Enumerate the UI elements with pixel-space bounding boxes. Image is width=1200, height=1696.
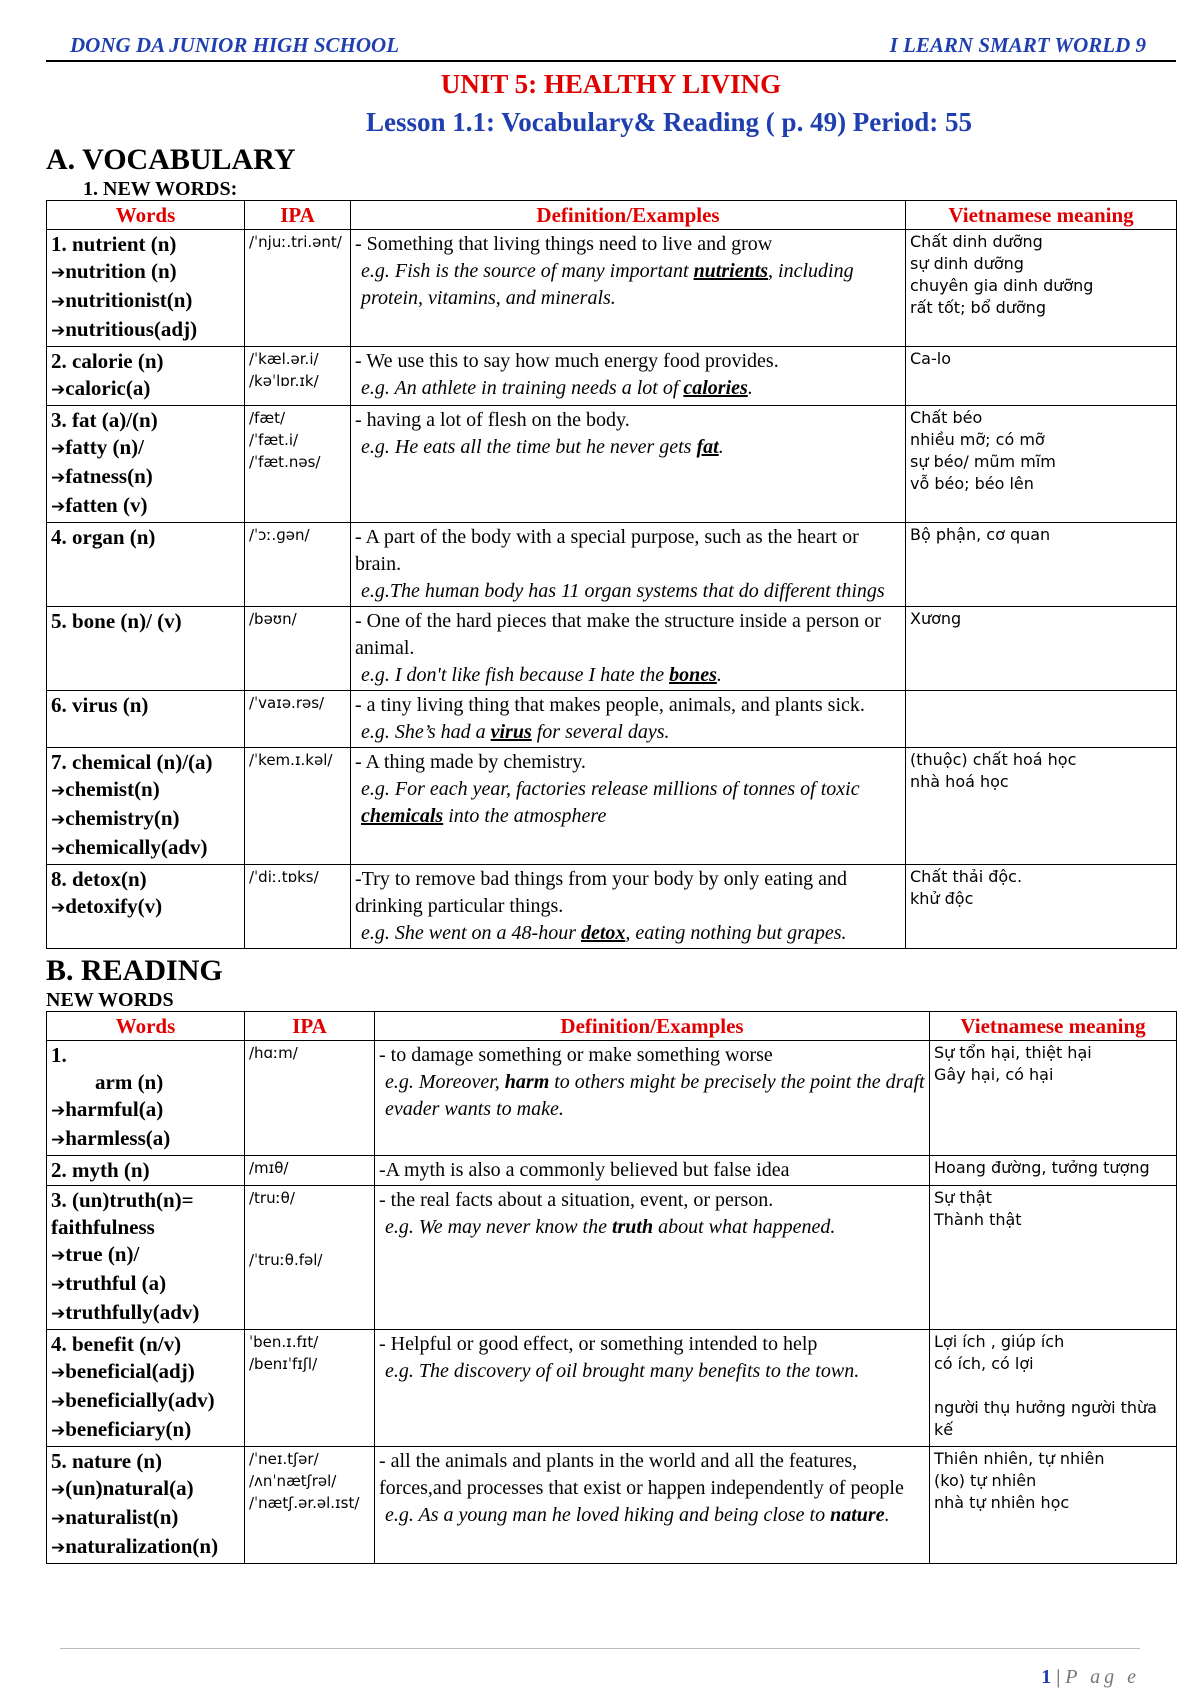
example-part: e.g. I don't like fish because I hate the	[361, 664, 670, 686]
ipa-text: /ˈneɪ.tʃər/	[249, 1450, 319, 1468]
arrow-icon: ➔	[51, 439, 66, 459]
example-part: e.g.The human body has 11 organ systems that do different things	[361, 580, 885, 602]
example-text	[355, 258, 901, 312]
vietnamese-text: chuyên gia dinh dưỡng	[910, 276, 1094, 295]
vietnamese-cell	[906, 748, 1177, 865]
vietnamese-text: Sự thật	[934, 1188, 992, 1207]
table-row	[47, 230, 1177, 347]
derived-word-text: chemistry(n)	[65, 806, 180, 830]
col-header-definition: Definition/Examples	[375, 1012, 930, 1041]
example-part: , including protein, vitamins, and minerals.	[361, 260, 854, 309]
page-label: P ag e	[1065, 1666, 1140, 1688]
example-part: e.g. Moreover,	[385, 1071, 505, 1093]
vietnamese-text: sự béo/ mũm mĩm	[910, 452, 1056, 471]
vietnamese-cell	[930, 1041, 1177, 1156]
derived-word-text: nutritionist(n)	[65, 288, 193, 312]
example-part: e.g. As a young man he loved hiking and being close to	[385, 1504, 831, 1526]
example-part: .	[718, 436, 724, 458]
col-header-vietnamese: Vietnamese meaning	[906, 201, 1177, 230]
example-keyword: truth	[611, 1216, 654, 1238]
derived-word	[51, 375, 240, 404]
definition-text: - having a lot of flesh on the body.	[355, 409, 630, 431]
arrow-icon: ➔	[51, 1304, 66, 1324]
example-keyword: nutrients	[693, 260, 769, 282]
derived-word-text: beneficially(adv)	[65, 1388, 215, 1412]
col-header-definition: Definition/Examples	[351, 201, 906, 230]
vietnamese-text: có ích, có lợi	[934, 1354, 1034, 1373]
example-part: e.g. An athlete in training needs a lot of	[361, 377, 684, 399]
derived-word-text: fatness(n)	[65, 464, 153, 488]
arrow-icon: ➔	[51, 1421, 66, 1441]
definition-cell	[351, 691, 906, 748]
unit-title: UNIT 5: HEALTHY LIVING	[440, 69, 782, 99]
definition-cell	[351, 406, 906, 523]
vietnamese-text: Chất dinh dưỡng	[910, 232, 1043, 251]
definition-text: - Something that living things need to live and grow	[355, 233, 773, 255]
example-text	[379, 1069, 925, 1123]
arrow-icon: ➔	[51, 1130, 66, 1150]
derived-word-text: true (n)/	[65, 1242, 140, 1266]
ipa-cell	[245, 1447, 375, 1564]
derived-word-text: truthful (a)	[65, 1271, 167, 1295]
definition-cell	[351, 748, 906, 865]
vietnamese-text: Hoang đường, tưởng tượng	[934, 1158, 1150, 1177]
vietnamese-text: Ca-lo	[910, 349, 951, 368]
book-name: I LEARN SMART WORLD 9	[889, 33, 1146, 57]
definition-text: - A part of the body with a special purpose, such as the heart or brain.	[355, 526, 859, 575]
definition-text: - A thing made by chemistry.	[355, 751, 586, 773]
example-text	[355, 719, 901, 746]
example-part: e.g. For each year, factories release millions of tonnes of toxic	[361, 778, 860, 800]
ipa-text: /ˈnætʃ.ər.əl.ɪst/	[249, 1494, 360, 1512]
derived-word-text: caloric(a)	[65, 376, 151, 400]
derived-word	[51, 1270, 240, 1299]
derived-word	[51, 893, 240, 922]
word-cell	[47, 523, 245, 607]
vietnamese-cell	[906, 347, 1177, 406]
definition-cell	[375, 1041, 930, 1156]
col-header-vietnamese: Vietnamese meaning	[930, 1012, 1177, 1041]
derived-word	[51, 834, 240, 863]
definition-cell	[351, 865, 906, 949]
arrow-icon: ➔	[51, 263, 66, 283]
example-part: , eating nothing but grapes.	[625, 922, 847, 944]
word-cell	[47, 230, 245, 347]
section-b-title: B. READING	[46, 954, 223, 987]
ipa-cell	[245, 1186, 375, 1330]
derived-word-text: fatten (v)	[65, 493, 148, 517]
arrow-icon: ➔	[51, 292, 66, 312]
ipa-text: /ˈkem.ɪ.kəl/	[249, 751, 333, 769]
table-row	[47, 347, 1177, 406]
vietnamese-text: Sự tổn hại, thiệt hại	[934, 1043, 1092, 1062]
example-keyword: calories	[683, 377, 748, 399]
example-part: e.g. She’s had a	[361, 721, 491, 743]
derived-word-text: truthfully(adv)	[65, 1300, 200, 1324]
ipa-text: /ˈvaɪə.rəs/	[249, 694, 325, 712]
word-cell	[47, 1447, 245, 1564]
arrow-icon: ➔	[51, 497, 66, 517]
example-text	[355, 662, 901, 689]
example-text	[355, 776, 901, 830]
section-b-subtitle: NEW WORDS	[46, 989, 174, 1011]
arrow-icon: ➔	[51, 1538, 66, 1558]
derived-word	[51, 1387, 240, 1416]
derived-word-text: naturalist(n)	[65, 1505, 179, 1529]
definition-cell	[351, 607, 906, 691]
vietnamese-cell	[906, 406, 1177, 523]
lesson-title: Lesson 1.1: Vocabulary& Reading ( p. 49) Period: 55	[366, 107, 973, 137]
vietnamese-text: nhiều mỡ; có mỡ	[910, 430, 1045, 449]
word-cell	[47, 748, 245, 865]
ipa-text: /ˈnjuː.tri.ənt/	[249, 233, 342, 251]
vietnamese-text: nhà tự nhiên học	[934, 1493, 1070, 1512]
example-part: into the atmosphere	[443, 805, 607, 827]
ipa-text: /ˈfæt.nəs/	[249, 453, 321, 471]
ipa-cell	[245, 865, 351, 949]
word-cell	[47, 865, 245, 949]
arrow-icon: ➔	[51, 810, 66, 830]
example-keyword: nature	[830, 1504, 885, 1526]
vietnamese-text: Chất béo	[910, 408, 983, 427]
ipa-text: /fæt/	[249, 409, 285, 427]
col-header-ipa: IPA	[245, 1012, 375, 1041]
derived-word	[51, 805, 240, 834]
word-cell	[47, 1156, 245, 1186]
definition-text: -Try to remove bad things from your body by only eating and drinking particular things.	[355, 868, 847, 917]
example-part: e.g. He eats all the time but he never gets	[361, 436, 697, 458]
example-text	[355, 578, 901, 605]
derived-word	[51, 776, 240, 805]
headword: 5. nature (n)	[51, 1449, 163, 1473]
derived-word	[51, 287, 240, 316]
vietnamese-text	[934, 1375, 1172, 1397]
vietnamese-text: Thành thật	[934, 1210, 1022, 1229]
table-row	[47, 1447, 1177, 1564]
vietnamese-text: rất tốt; bổ dưỡng	[910, 298, 1046, 317]
example-text	[355, 920, 901, 947]
derived-word	[51, 463, 240, 492]
table-row	[47, 748, 1177, 865]
ipa-cell	[245, 347, 351, 406]
vietnamese-text: Chất thải độc.	[910, 867, 1023, 886]
vietnamese-cell	[930, 1447, 1177, 1564]
derived-word	[51, 492, 240, 521]
example-part: to others might be precisely the point the draft evader wants to make.	[385, 1071, 925, 1120]
headword: 5. bone (n)/ (v)	[51, 609, 182, 633]
arrow-icon: ➔	[51, 839, 66, 859]
ipa-text: /ˈdiː.tɒks/	[249, 868, 319, 886]
ipa-cell	[245, 1041, 375, 1156]
derived-word-text: naturalization(n)	[65, 1534, 219, 1558]
derived-word-text: harmful(a)	[65, 1097, 164, 1121]
derived-word	[51, 1504, 240, 1533]
example-part: .	[747, 377, 753, 399]
ipa-text: /kəˈlɒr.ɪk/	[249, 372, 319, 390]
headword: 1.	[51, 1043, 67, 1067]
vietnamese-cell	[930, 1330, 1177, 1447]
derived-word	[51, 1241, 240, 1270]
derived-word	[51, 1125, 240, 1154]
table-row	[47, 865, 1177, 949]
definition-cell	[375, 1330, 930, 1447]
table-row	[47, 523, 1177, 607]
derived-word	[51, 1533, 240, 1562]
vietnamese-cell	[930, 1186, 1177, 1330]
vietnamese-text: (ko) tự nhiên	[934, 1471, 1037, 1490]
headword-continued: faithfulness	[51, 1215, 155, 1239]
example-text	[355, 375, 901, 402]
example-keyword: chemicals	[361, 805, 444, 827]
derived-word-text: nutritious(adj)	[65, 317, 198, 341]
vietnamese-text: (thuộc) chất hoá học	[910, 750, 1077, 769]
derived-word-text: beneficiary(n)	[65, 1417, 192, 1441]
derived-word	[51, 1416, 240, 1445]
table-row	[47, 1156, 1177, 1186]
section-a-subtitle: 1. NEW WORDS:	[83, 178, 238, 200]
derived-word-text: (un)natural(a)	[65, 1476, 194, 1500]
arrow-icon: ➔	[51, 1392, 66, 1412]
example-part: about what happened.	[653, 1216, 836, 1238]
ipa-text: /ˈfæt.i/	[249, 431, 299, 449]
word-cell	[47, 1186, 245, 1330]
derived-word-text: detoxify(v)	[65, 894, 163, 918]
word-cell	[47, 1041, 245, 1156]
example-text	[379, 1502, 925, 1529]
table-row	[47, 406, 1177, 523]
ipa-text: ˈben.ɪ.fɪt/	[249, 1333, 319, 1351]
derived-word	[51, 434, 240, 463]
col-header-ipa: IPA	[245, 201, 351, 230]
headword: 4. organ (n)	[51, 525, 156, 549]
arrow-icon: ➔	[51, 1101, 66, 1121]
arrow-icon: ➔	[51, 1509, 66, 1529]
ipa-cell	[245, 523, 351, 607]
example-part: .	[716, 664, 722, 686]
vietnamese-cell	[906, 607, 1177, 691]
table-row	[47, 1186, 1177, 1330]
ipa-text: /ˈɔː.ɡən/	[249, 526, 310, 544]
definition-text: - a tiny living thing that makes people, animals, and plants sick.	[355, 694, 865, 716]
ipa-text: /truːθ/	[249, 1189, 295, 1207]
vietnamese-text: Lợi ích , giúp ích	[934, 1332, 1065, 1351]
headword: 1. nutrient (n)	[51, 232, 177, 256]
word-cell	[47, 347, 245, 406]
derived-word	[51, 1475, 240, 1504]
example-text	[379, 1214, 925, 1241]
vietnamese-text: Bộ phận, cơ quan	[910, 525, 1051, 544]
col-header-words: Words	[47, 201, 245, 230]
headword: 2. calorie (n)	[51, 349, 164, 373]
vietnamese-text: khử độc	[910, 889, 974, 908]
reading-table	[46, 1011, 1177, 1564]
vietnamese-text: Xương	[910, 609, 962, 628]
definition-text: - the real facts about a situation, event, or person.	[379, 1189, 774, 1211]
vocabulary-table	[46, 200, 1177, 949]
table-row	[47, 1041, 1177, 1156]
ipa-text: /ˈkæl.ər.i/	[249, 350, 319, 368]
arrow-icon: ➔	[51, 1246, 66, 1266]
vietnamese-text: Gây hại, có hại	[934, 1065, 1054, 1084]
example-keyword: detox	[580, 922, 626, 944]
example-part: e.g. She went on a 48-hour	[361, 922, 581, 944]
example-text	[379, 1358, 925, 1385]
school-name: DONG DA JUNIOR HIGH SCHOOL	[70, 33, 400, 57]
arrow-icon: ➔	[51, 1275, 66, 1295]
ipa-cell	[245, 1330, 375, 1447]
arrow-icon: ➔	[51, 380, 66, 400]
word-cell	[47, 406, 245, 523]
ipa-cell	[245, 691, 351, 748]
ipa-text: /hɑːm/	[249, 1044, 298, 1062]
vietnamese-text: nhà hoá học	[910, 772, 1009, 791]
definition-cell	[375, 1156, 930, 1186]
example-part: e.g. The discovery of oil brought many benefits to the town.	[385, 1360, 860, 1382]
vietnamese-cell	[930, 1156, 1177, 1186]
derived-word	[51, 258, 240, 287]
derived-word-text: chemist(n)	[65, 777, 160, 801]
definition-text: - all the animals and plants in the world and all the features, forces,and processes that exist or happen independently of people	[379, 1450, 904, 1499]
vietnamese-cell	[906, 523, 1177, 607]
derived-word	[51, 1299, 240, 1328]
vietnamese-cell	[906, 230, 1177, 347]
arrow-icon: ➔	[51, 321, 66, 341]
table-row	[47, 1330, 1177, 1447]
ipa-cell	[245, 607, 351, 691]
vietnamese-cell	[906, 865, 1177, 949]
vietnamese-text: vỗ béo; béo lên	[910, 474, 1034, 493]
table-row	[47, 607, 1177, 691]
ipa-text: /benɪˈfɪʃl/	[249, 1355, 318, 1373]
derived-word-text: fatty (n)/	[65, 435, 144, 459]
derived-word-text: nutrition (n)	[65, 259, 177, 283]
definition-cell	[351, 523, 906, 607]
example-keyword: fat	[696, 436, 719, 458]
definition-cell	[351, 230, 906, 347]
example-part: e.g. We may never know the	[385, 1216, 612, 1238]
example-keyword: bones	[669, 664, 717, 686]
headword: 7. chemical (n)/(a)	[51, 750, 213, 774]
headword: 4. benefit (n/v)	[51, 1332, 182, 1356]
example-part: e.g. Fish is the source of many important	[361, 260, 694, 282]
example-text	[355, 434, 901, 461]
arrow-icon: ➔	[51, 1480, 66, 1500]
vietnamese-text: Thiên nhiên, tự nhiên	[934, 1449, 1105, 1468]
document-page	[46, 28, 1176, 1564]
headword: 6. virus (n)	[51, 693, 149, 717]
footer-line	[60, 1648, 1140, 1649]
word-cell	[47, 607, 245, 691]
ipa-cell	[245, 406, 351, 523]
derived-word-text: harmless(a)	[65, 1126, 171, 1150]
col-header-words: Words	[47, 1012, 245, 1041]
definition-text: - Helpful or good effect, or something intended to help	[379, 1333, 818, 1355]
headword: 3. (un)truth(n)=	[51, 1188, 194, 1212]
headword-continued: arm (n)	[95, 1070, 164, 1094]
vietnamese-cell	[906, 691, 1177, 748]
arrow-icon: ➔	[51, 898, 66, 918]
ipa-text: /ˈtruːθ.fəl/	[249, 1251, 323, 1269]
section-a-title: A. VOCABULARY	[46, 143, 296, 176]
page-number-value: 1	[1041, 1666, 1052, 1688]
word-cell	[47, 1330, 245, 1447]
definition-text: -A myth is also a commonly believed but false idea	[379, 1159, 790, 1181]
derived-word-text: chemically(adv)	[65, 835, 208, 859]
derived-word	[51, 1358, 240, 1387]
definition-text: - One of the hard pieces that make the structure inside a person or animal.	[355, 610, 881, 659]
page-number: 1 | P ag e	[1041, 1666, 1140, 1688]
ipa-text: /bəʊn/	[249, 610, 297, 628]
arrow-icon: ➔	[51, 468, 66, 488]
ipa-cell	[245, 230, 351, 347]
headword: 8. detox(n)	[51, 867, 147, 891]
example-keyword: virus	[490, 721, 532, 743]
page-header	[46, 28, 1176, 62]
arrow-icon: ➔	[51, 1363, 66, 1383]
headword: 2. myth (n)	[51, 1158, 150, 1182]
definition-cell	[375, 1186, 930, 1330]
definition-text: - We use this to say how much energy food provides.	[355, 350, 779, 372]
example-keyword: harm	[504, 1071, 550, 1093]
arrow-icon: ➔	[51, 781, 66, 801]
example-part: for several days.	[531, 721, 670, 743]
derived-word	[51, 316, 240, 345]
derived-word	[51, 1096, 240, 1125]
definition-text: - to damage something or make something worse	[379, 1044, 773, 1066]
ipa-cell	[245, 1156, 375, 1186]
example-part: .	[884, 1504, 890, 1526]
table-row	[47, 691, 1177, 748]
vietnamese-text: sự dinh dưỡng	[910, 254, 1024, 273]
ipa-text: /ʌnˈnætʃrəl/	[249, 1472, 337, 1490]
word-cell	[47, 691, 245, 748]
ipa-cell	[245, 748, 351, 865]
ipa-text: /mɪθ/	[249, 1159, 289, 1177]
definition-cell	[375, 1447, 930, 1564]
vietnamese-text: người thụ hưởng người thừa kế	[934, 1398, 1157, 1439]
headword: 3. fat (a)/(n)	[51, 408, 158, 432]
derived-word-text: beneficial(adj)	[65, 1359, 195, 1383]
definition-cell	[351, 347, 906, 406]
